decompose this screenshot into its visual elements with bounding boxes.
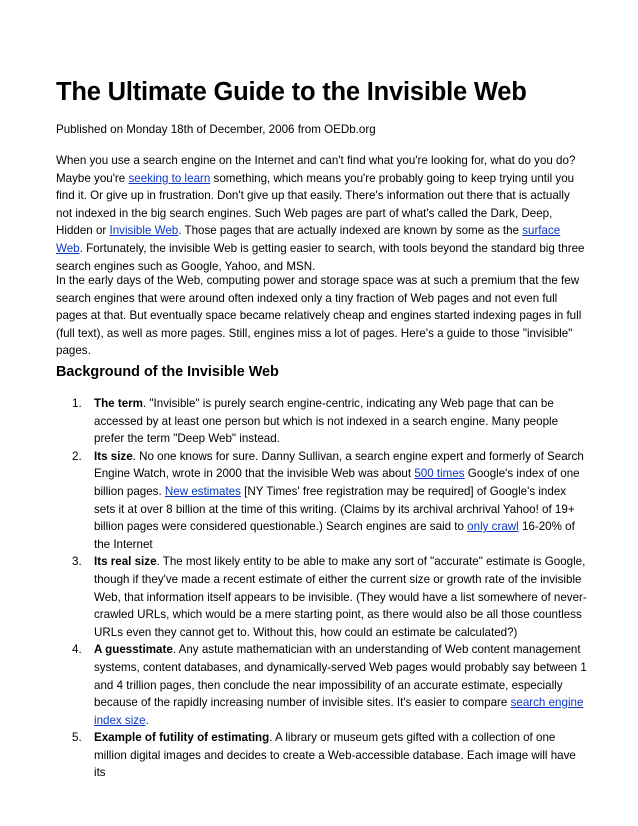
page-title: The Ultimate Guide to the Invisible Web: [56, 78, 527, 106]
only-crawl-link[interactable]: only crawl: [467, 520, 519, 534]
intro-paragraph-2: In the early days of the Web, computing power and storage space was at such a premium that the few search engines that were around often indexed only a tiny fraction of Web pages and not even full pages at that. But eventually space became relatively cheap and engines started indexing pages in full (full text), as well as more pages. Still, engines miss a lot of pages. Here's a guide to those "invisible" pages.: [56, 274, 582, 358]
500-times-link[interactable]: 500 times: [414, 467, 465, 481]
text-run: . The most likely entity to be able to make any sort of "accurate" estimate is Google, though if they've made a recent estimate of either the current size or growth rate of the invisible Web, that information itself appears to be invisible. (They would have a list somewhere of never-crawled URLs, which would be a mere starting point, as there would also be all those countless URLs even they cannot get to. Without this, how could an estimate be calculated?): [94, 555, 587, 639]
text-run: . "Invisible" is purely search engine-centric, indicating any Web page that can be accessed by at least one person but which is not indexed in a search engine. Many people prefer the term "Deep Web" instead.: [94, 397, 559, 446]
invisible-web-link[interactable]: Invisible Web: [109, 224, 179, 238]
item-term: A guesstimate: [94, 643, 173, 657]
list-item: [72, 553, 590, 641]
new-estimates-link[interactable]: New estimates: [164, 484, 241, 498]
text-run: When you use a search engine on the Internet and can't find what you're looking for, what do you do? Maybe you're: [56, 154, 576, 185]
text-run: . A library or museum gets gifted with a collection of one million digital images and decides to create a Web-accessible database. Each image will have its: [94, 731, 576, 780]
item-term: Example of futility of estimating: [94, 731, 270, 745]
text-run: . Fortunately, the invisible Web is getting easier to search, with tools beyond the standard big three search engines such as Google, Yahoo, and MSN.: [56, 241, 585, 273]
list-item: [72, 395, 590, 448]
text-run: . Any astute mathematician with an understanding of Web content management systems, content databases, and dynamically-served Web pages would probably say between 1 and 4 trillion pages, then conclude the near impossibility of an accurate estimate, especially because of the rapidly increasing number of invisible sites. It's easier to compare: [94, 643, 587, 710]
text-run: . Those pages that are actually indexed are known by some as the: [178, 224, 523, 238]
intro-paragraph-1: [56, 152, 586, 275]
list-item: [72, 729, 590, 782]
list-number: 5.: [72, 731, 82, 745]
list-item: [72, 641, 590, 729]
list-number: 2.: [72, 449, 82, 463]
section-heading: Background of the Invisible Web: [56, 364, 279, 380]
background-list: [72, 395, 590, 782]
list-number: 1.: [72, 397, 82, 410]
surface-web-link[interactable]: surface Web: [56, 224, 561, 255]
list-number: 3.: [72, 555, 82, 569]
text-run: Google's index of one billion pages.: [94, 467, 580, 498]
text-run: something, which means you're probably going to keep trying until you find it. Or give up in frustration. Don't give up that easily. There's information out there that is actually not indexed in the big search engines. Such Web pages are part of what's called the Dark, Deep, Hidden or: [56, 171, 575, 238]
search-engine-index-size-link[interactable]: search engine index size: [94, 696, 584, 727]
text-run: . No one knows for sure. Danny Sullivan, a search engine expert and formerly of Search Engine Watch, wrote in 2000 that the invisible Web was about: [94, 449, 584, 481]
item-term: The term: [94, 397, 143, 410]
text-run: 16-20% of the Internet: [94, 520, 575, 551]
text-run: [NY Times' free registration may be required] of Google's index sets it at over 8 billion at the time of this writing. (Claims by its archival archrival Yahoo! of 19+ billion pages were considered questionable.) Search engines are said to: [94, 484, 575, 534]
list-item: [72, 448, 590, 554]
seeking-to-learn-link[interactable]: seeking to learn: [128, 171, 211, 185]
item-term: Its real size: [94, 555, 157, 569]
text-run: .: [145, 713, 149, 727]
published-line: Published on Monday 18th of December, 2006 from OEDb.org: [56, 123, 376, 136]
list-number: 4.: [72, 643, 82, 657]
item-term: Its size: [94, 449, 133, 463]
